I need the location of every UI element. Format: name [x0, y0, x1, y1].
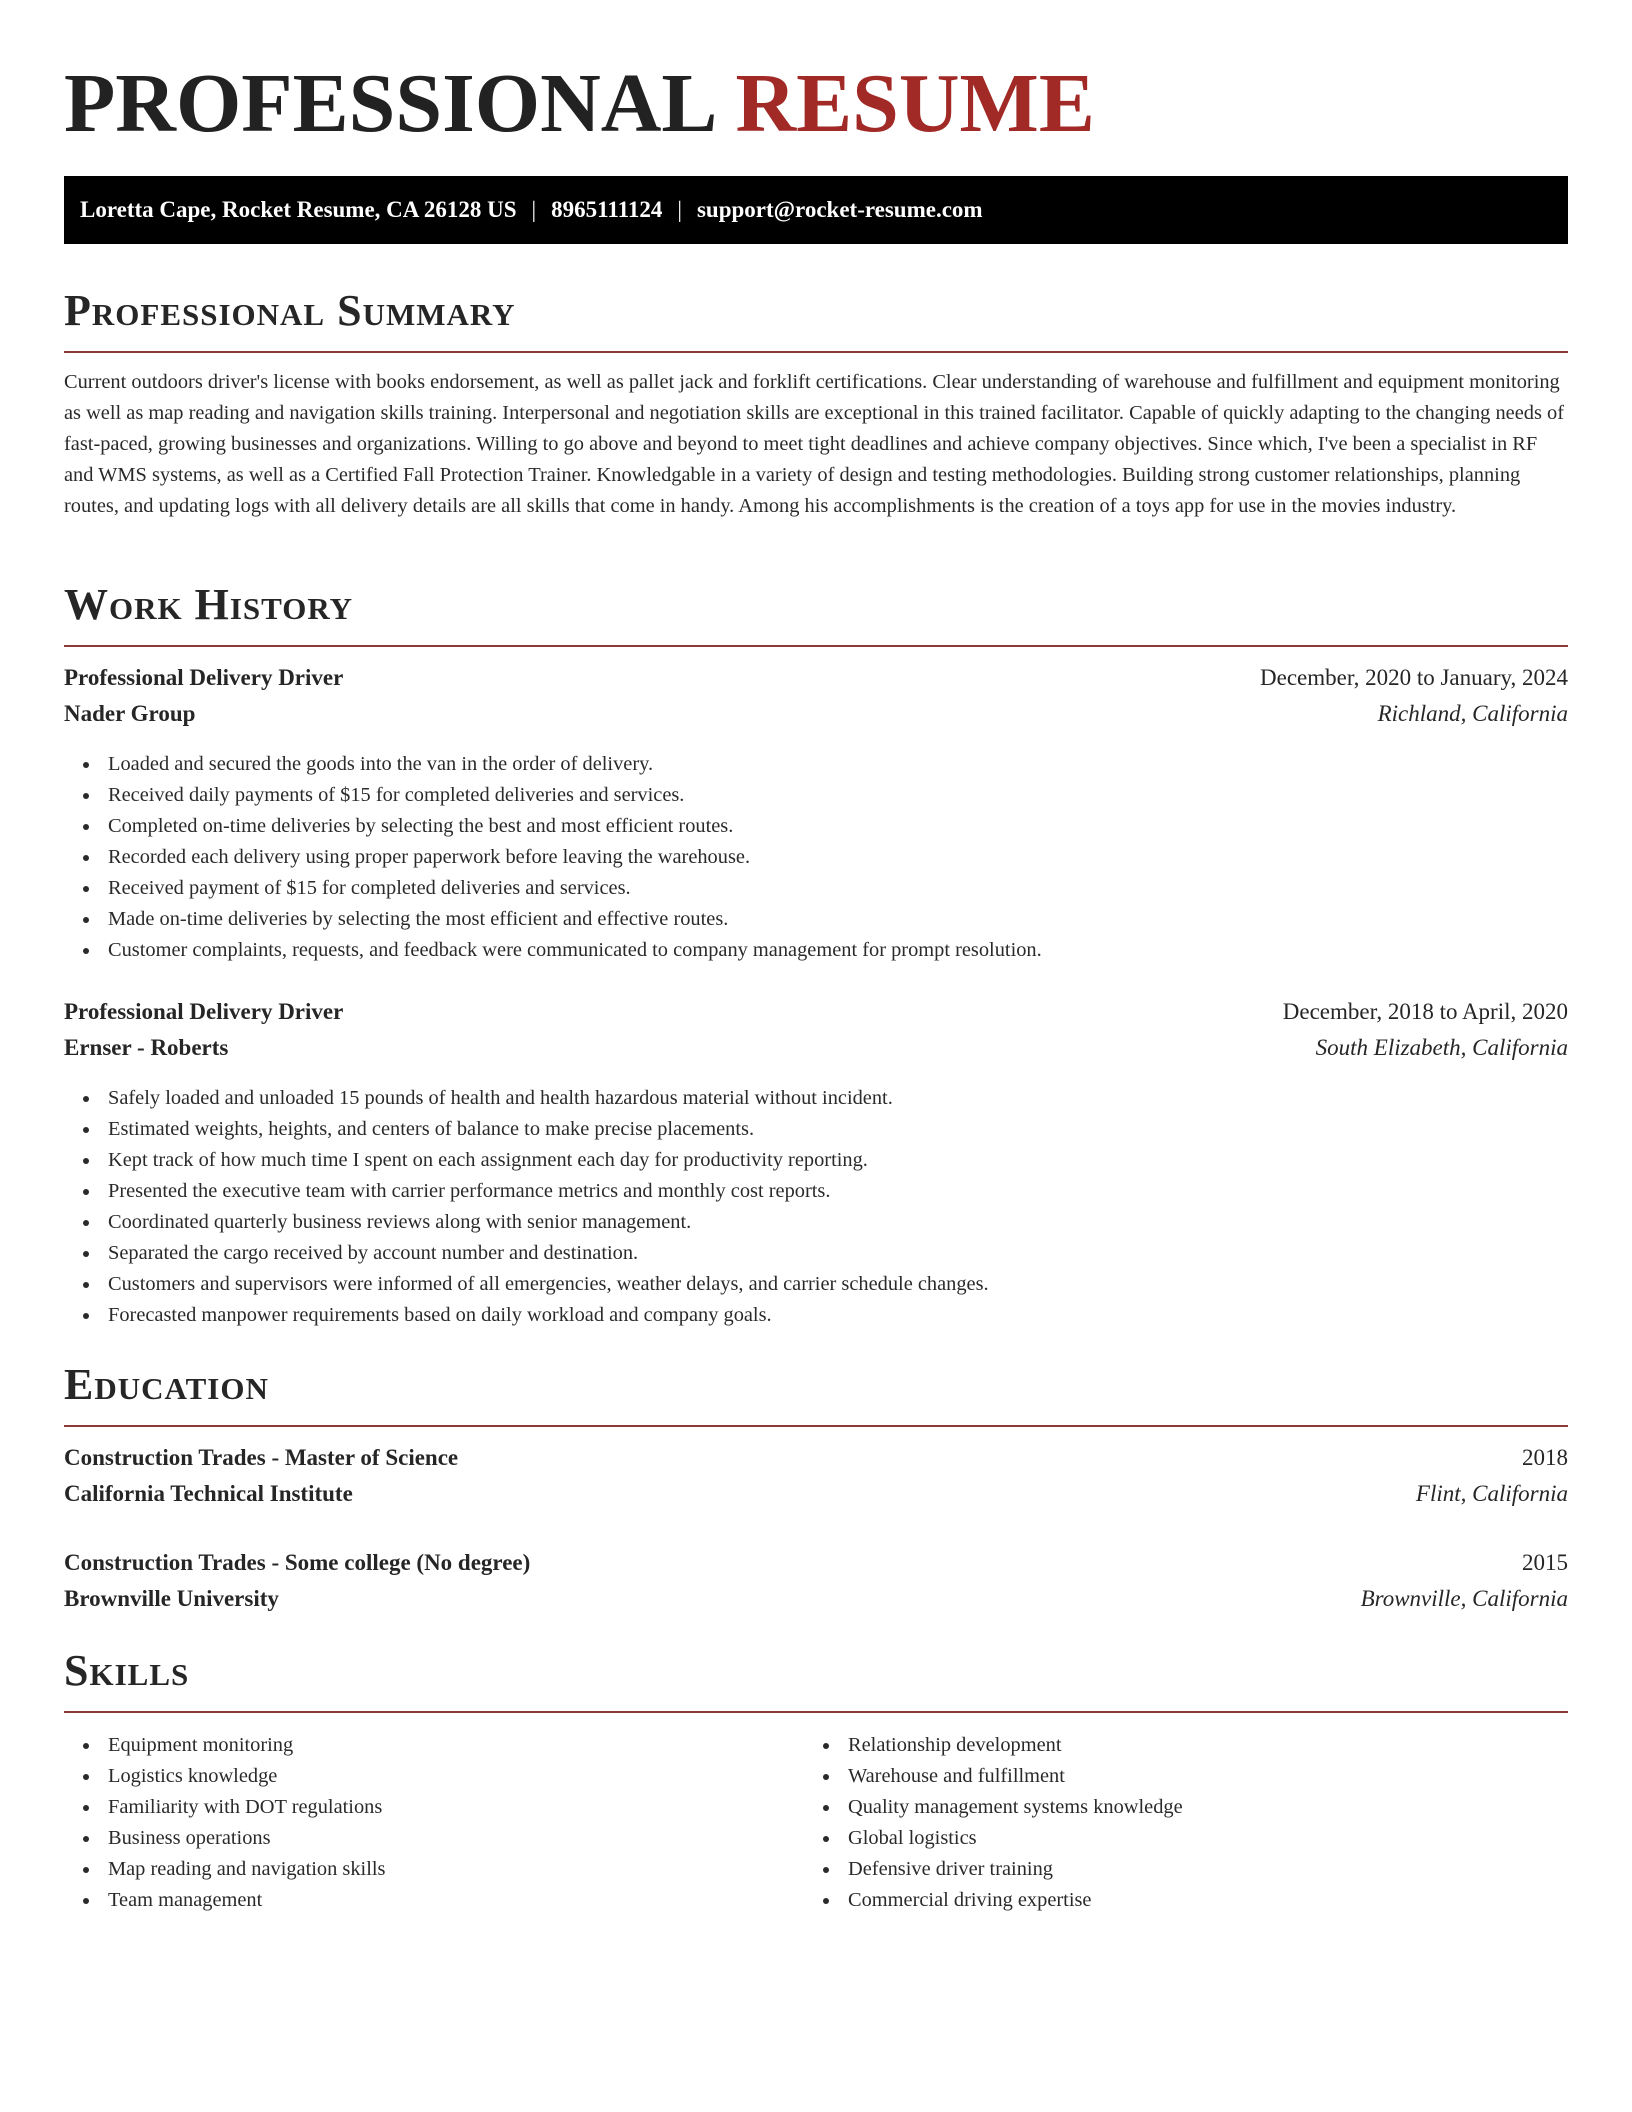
skill-item: Familiarity with DOT regulations [64, 1792, 385, 1823]
list-item: Kept track of how much time I spent on each assignment each day for productivity reporting. [64, 1145, 989, 1176]
job-entry [64, 994, 1568, 1066]
skill-item: Equipment monitoring [64, 1730, 385, 1761]
skill-item: Warehouse and fulfillment [804, 1761, 1183, 1792]
skill-item: Quality management systems knowledge [804, 1792, 1183, 1823]
education-degree: Construction Trades - Master of Science [64, 1445, 459, 1470]
list-item: Loaded and secured the goods into the van in the order of delivery. [64, 749, 1042, 780]
education-school: California Technical Institute [64, 1481, 353, 1506]
education-entry [64, 1440, 1568, 1512]
summary-divider [64, 351, 1568, 353]
title-resume: RESUME [735, 57, 1095, 150]
skill-item: Relationship development [804, 1730, 1183, 1761]
list-item: Estimated weights, heights, and centers of balance to make precise placements. [64, 1114, 989, 1145]
job-dates: December, 2018 to April, 2020 [1282, 999, 1568, 1024]
contact-separator: | [531, 197, 537, 222]
list-item: Completed on-time deliveries by selecting the best and most efficient routes. [64, 811, 1042, 842]
list-item: Coordinated quarterly business reviews along with senior management. [64, 1207, 989, 1238]
skill-item: Global logistics [804, 1823, 1183, 1854]
list-item: Received daily payments of $15 for completed deliveries and services. [64, 780, 1042, 811]
skill-item: Defensive driver training [804, 1854, 1183, 1885]
job-location: Richland, California [1377, 701, 1568, 726]
work-history-divider [64, 645, 1568, 647]
education-degree: Construction Trades - Some college (No degree) [64, 1550, 531, 1575]
education-year: 2018 [1522, 1445, 1568, 1470]
job-title: Professional Delivery Driver [64, 999, 344, 1024]
resume-page [64, 0, 1568, 1911]
job-dates: December, 2020 to January, 2024 [1260, 665, 1568, 690]
list-item: Customer complaints, requests, and feedback were communicated to company management for prompt resolution. [64, 935, 1042, 966]
job-bullets [64, 1083, 989, 1331]
contact-bar [64, 176, 1568, 244]
list-item: Recorded each delivery using proper paperwork before leaving the warehouse. [64, 842, 1042, 873]
skills-list-right [804, 1730, 1183, 1916]
education-location: Brownville, California [1360, 1586, 1568, 1611]
skill-item: Map reading and navigation skills [64, 1854, 385, 1885]
job-company: Nader Group [64, 701, 196, 726]
skills-heading: Skills [64, 1646, 190, 1695]
summary-text: Current outdoors driver's license with books endorsement, as well as pallet jack and forklift certifications. Clear understanding of warehouse and fulfillment and equipment monitoring as well as map reading and navigation skills training. Interpersonal and negotiation skills are exceptional in this trained facilitator. Capable of quickly adapting to the changing needs of fast-paced, growing businesses and organizations. Willing to go above and beyond to meet tight deadlines and achieve company objectives. Since which, I've been a specialist in RF and WMS systems, as well as a Certified Fall Protection Trainer. Knowledgable in a variety of design and testing methodologies. Building strong customer relationships, planning routes, and updating logs with all delivery details are all skills that come in handy. Among his accomplishments is the creation of a toys app for use in the movies industry. [64, 371, 1564, 517]
contact-email[interactable]: support@rocket-resume.com [696, 197, 983, 222]
title-professional: PROFESSIONAL [64, 57, 718, 150]
list-item: Safely loaded and unloaded 15 pounds of health and health hazardous material without incident. [64, 1083, 989, 1114]
job-entry [64, 660, 1568, 732]
list-item: Presented the executive team with carrier performance metrics and monthly cost reports. [64, 1176, 989, 1207]
skills-divider [64, 1711, 1568, 1713]
skill-item: Commercial driving expertise [804, 1885, 1183, 1916]
education-divider [64, 1425, 1568, 1427]
list-item: Forecasted manpower requirements based on daily workload and company goals. [64, 1300, 989, 1331]
list-item: Made on-time deliveries by selecting the most efficient and effective routes. [64, 904, 1042, 935]
list-item: Customers and supervisors were informed of all emergencies, weather delays, and carrier schedule changes. [64, 1269, 989, 1300]
work-history-heading: Work History [64, 580, 354, 629]
education-year: 2015 [1522, 1550, 1568, 1575]
contact-phone[interactable]: 8965111124 [551, 197, 663, 222]
job-title: Professional Delivery Driver [64, 665, 344, 690]
contact-address: Loretta Cape, Rocket Resume, CA 26128 US [80, 197, 517, 222]
skill-item: Logistics knowledge [64, 1761, 385, 1792]
resume-title [64, 0, 1568, 150]
skills-list-left [64, 1730, 385, 1916]
education-heading: Education [64, 1360, 269, 1409]
job-bullets [64, 749, 1042, 966]
list-item: Received payment of $15 for completed deliveries and services. [64, 873, 1042, 904]
skill-item: Business operations [64, 1823, 385, 1854]
summary-heading: Professional Summary [64, 286, 516, 335]
education-school: Brownville University [64, 1586, 279, 1611]
education-entry [64, 1545, 1568, 1617]
contact-separator: | [677, 197, 682, 222]
list-item: Separated the cargo received by account number and destination. [64, 1238, 989, 1269]
job-location: South Elizabeth, California [1315, 1035, 1568, 1060]
education-location: Flint, California [1415, 1481, 1568, 1506]
job-company: Ernser - Roberts [64, 1035, 229, 1060]
skill-item: Team management [64, 1885, 385, 1916]
